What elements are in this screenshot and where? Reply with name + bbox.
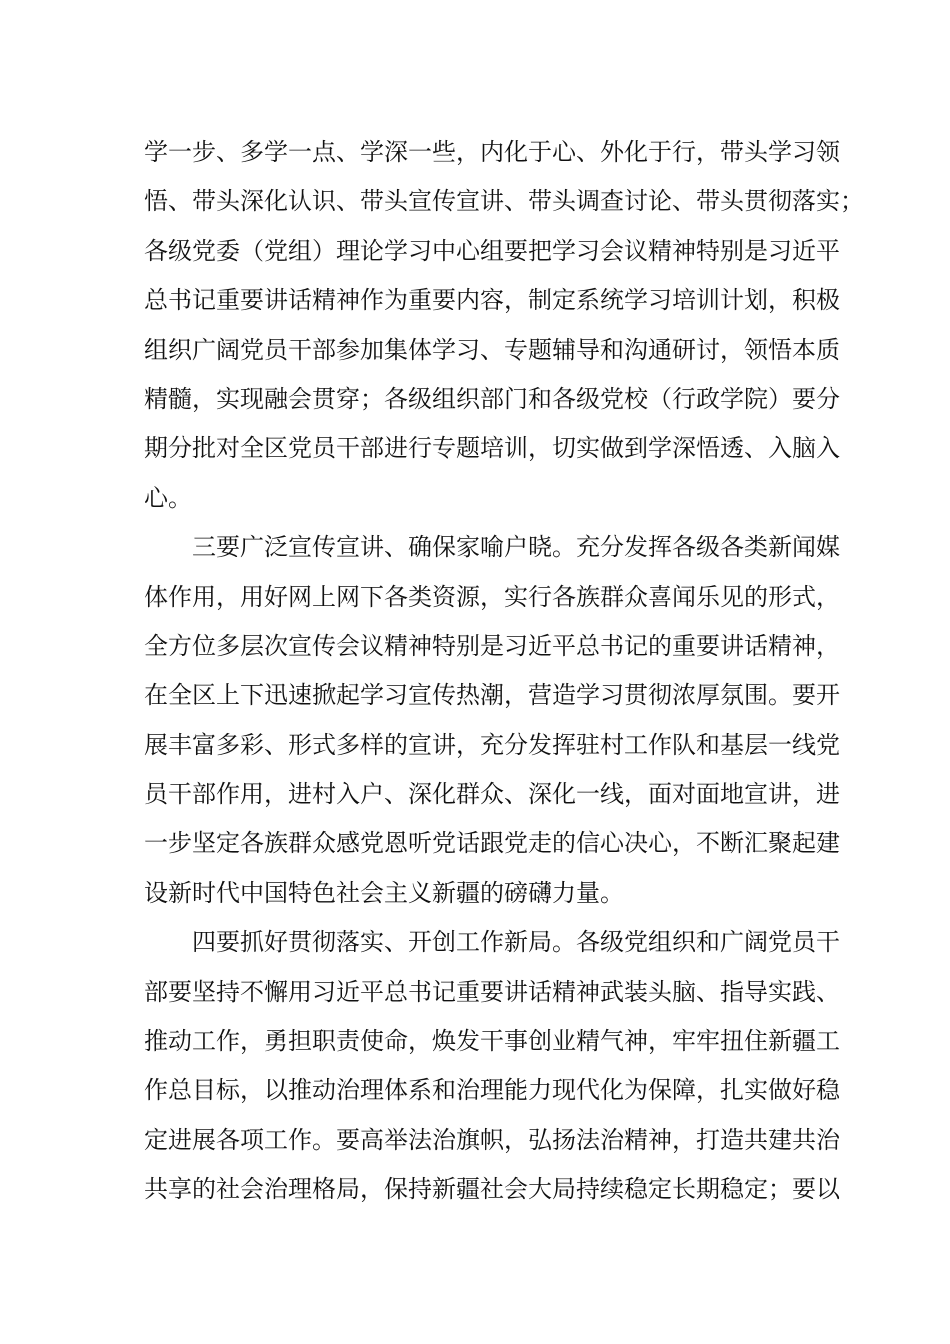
text-line: 在全区上下迅速掀起学习宣传热潮，营造学习贯彻浓厚氛围。要开	[144, 681, 840, 710]
text-line: 悟、带头深化认识、带头宣传宣讲、带头调查讨论、带头贯彻落实；	[144, 187, 864, 216]
text-line: 总书记重要讲话精神作为重要内容，制定系统学习培训计划，积极	[144, 286, 840, 315]
paragraph-heading-line: 四要抓好贯彻落实、开创工作新局。各级党组织和广阔党员干	[192, 928, 840, 957]
text-line: 部要坚持不懈用习近平总书记重要讲话精神武装头脑、指导实践、	[144, 977, 840, 1006]
text-line: 展丰富多彩、形式多样的宣讲，充分发挥驻村工作队和基层一线党	[144, 730, 840, 759]
text-line: 心。	[144, 483, 192, 512]
text-line: 全方位多层次宣传会议精神特别是习近平总书记的重要讲话精神，	[144, 631, 840, 660]
paragraph-heading-line: 三要广泛宣传宣讲、确保家喻户晓。充分发挥各级各类新闻媒	[192, 533, 840, 562]
text-line: 一步坚定各族群众感党恩听党话跟党走的信心决心，不断汇聚起建	[144, 829, 840, 858]
body-text	[144, 128, 864, 1215]
text-line: 共享的社会治理格局，保持新疆社会大局持续稳定长期稳定；要以	[144, 1175, 840, 1204]
text-line: 员干部作用，进村入户、深化群众、深化一线，面对面地宣讲，进	[144, 780, 840, 809]
text-line: 定进展各项工作。要高举法治旗帜，弘扬法治精神，打造共建共治	[144, 1125, 840, 1154]
text-line: 体作用，用好网上网下各类资源，实行各族群众喜闻乐见的形式，	[144, 582, 840, 611]
text-line: 精髓，实现融会贯穿；各级组织部门和各级党校（行政学院）要分	[144, 384, 840, 413]
text-line: 设新时代中国特色社会主义新疆的磅礴力量。	[144, 878, 624, 907]
text-line: 作总目标，以推动治理体系和治理能力现代化为保障，扎实做好稳	[144, 1076, 840, 1105]
text-line: 期分批对全区党员干部进行专题培训，切实做到学深悟透、入脑入	[144, 434, 840, 463]
text-line: 组织广阔党员干部参加集体学习、专题辅导和沟通研讨，领悟本质	[144, 335, 840, 364]
text-line: 推动工作，勇担职责使命，焕发干事创业精气神，牢牢扭住新疆工	[144, 1027, 840, 1056]
text-line: 学一步、多学一点、学深一些，内化于心、外化于行，带头学习领	[144, 138, 840, 166]
text-line: 各级党委（党组）理论学习中心组要把学习会议精神特别是习近平	[144, 236, 840, 265]
